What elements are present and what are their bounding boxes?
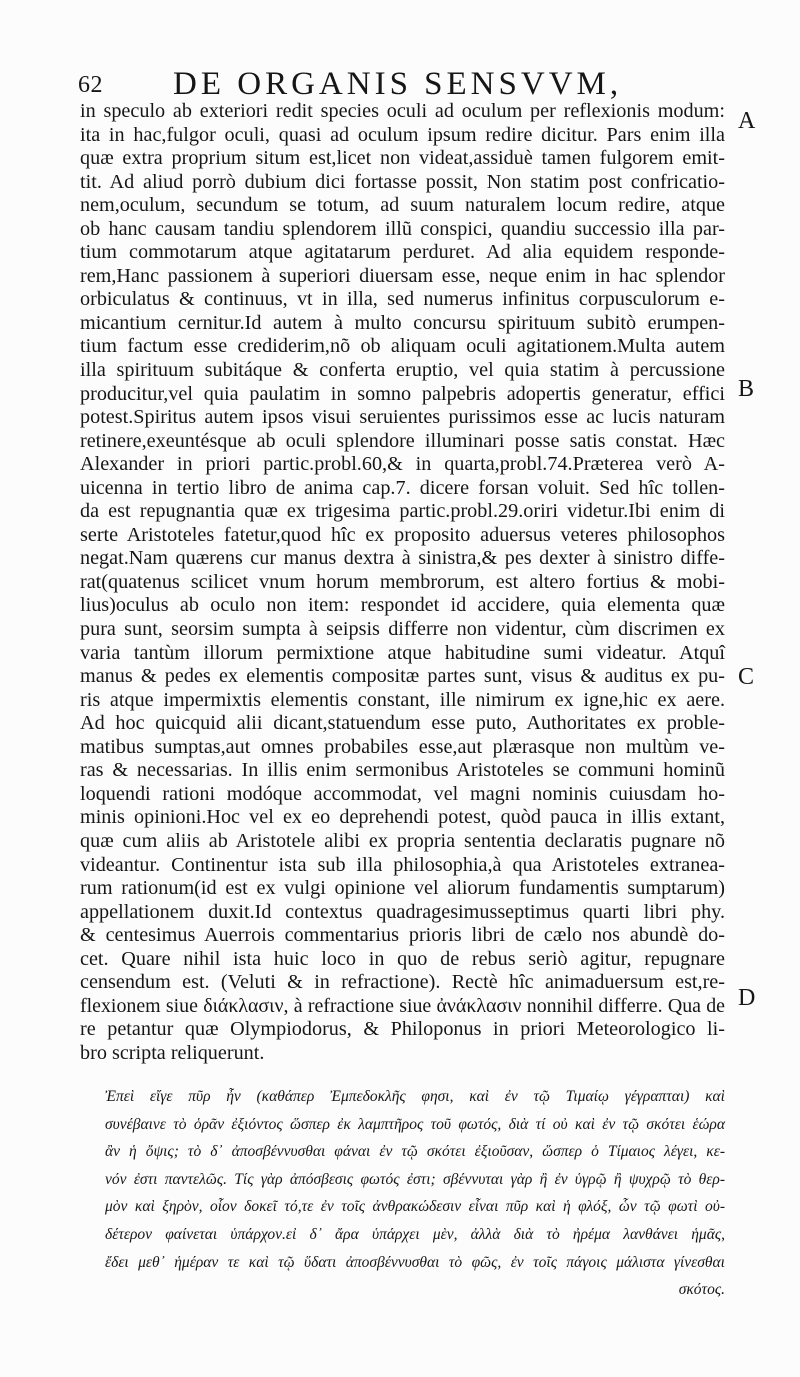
text-line: tium factum esse crediderim,nõ ob aliquam oculi agitationem.Multa autem	[80, 335, 725, 358]
greek-line: Ἐπεὶ εἴγε πῦρ ἦν (καθάπερ Ἐμπεδοκλῆς φησι, καὶ ἐν τῷ Τιμαίῳ γέγραπται) καὶ	[105, 1088, 725, 1105]
text-line: re petantur quæ Olympiodorus, & Philoponus in priori Meteorologico li-	[80, 1018, 725, 1041]
margin-letter-d: D	[738, 985, 756, 1011]
text-line: nem,oculum, secundum se totum, ad suum naturalem locum redire, atque	[80, 194, 725, 217]
running-title: DE ORGANIS SENSVVM,	[173, 66, 623, 102]
text-line: pura sunt, seorsim sumpta à seipsis differre non videntur, cùm discrimen ex	[80, 618, 725, 641]
text-line: matibus sumptas,aut omnes probabiles esse,aut plærasque non multùm ve-	[80, 735, 725, 758]
text-line: illa spirituum subitáque & conferta eruptio, vel quia statim à percussione	[80, 359, 725, 382]
text-line: negat.Nam quærens cur manus dextra à sinistra,& pes dexter à sinistro diffe-	[80, 547, 725, 570]
text-line: bro scripta reliquerunt.	[80, 1041, 265, 1064]
text-line: varia tantùm illorum permixtione atque habitudine sumi videatur. Atquî	[80, 641, 725, 664]
greek-line: ἔδει μεθ᾽ ἡμέραν τε καὶ τῷ ὕδατι ἀποσβέννυσθαι τὸ φῶς, ἐν τοῖς πάγοις μάλιστα γίνεσθαι	[105, 1253, 725, 1271]
text-line: lius)oculus ab oculo non item: respondet id accidere, quia elementa quæ	[80, 594, 725, 617]
text-line: tit. Ad aliud porrò dubium dici fortasse possit, Non statim post confricatio-	[80, 170, 725, 193]
text-line: Ad hoc quicquid alii dicant,statuendum esse puto, Authoritates ex proble-	[80, 712, 725, 735]
text-line: Alexander in priori partic.probl.60,& in quarta,probl.74.Præterea verò A-	[80, 453, 725, 476]
text-line: flexionem siue διάκλασιν, à refractione siue ἀνάκλασιν nonnihil differre. Qua de	[80, 994, 725, 1017]
latin-text-body	[80, 100, 725, 1065]
text-line: potest.Spiritus autem ipsos visui seruientes purissimos esse ac lucis naturam	[80, 406, 725, 429]
text-line: minis opinioni.Hoc vel ex eo deprehendi potest, quòd pauca in illis extant,	[80, 806, 725, 829]
greek-line: ἂν ἡ ὄψις; τὸ δ᾽ ἀποσβέννυσθαι φάναι ἐν τῷ σκότει ἐξιοῦσαν, ὥσπερ ὁ Τίμαιος λέγει, κε-	[105, 1143, 725, 1161]
greek-line: δέτερον φαίνεται ὑπάρχον.εἰ δ᾽ ἄρα ὑπάρχει μὲν, ἀλλὰ διὰ τὸ ἠρέμα λανθάνει ἡμᾶς,	[105, 1225, 725, 1243]
text-line: ris atque impermixtis elementis constant, ille nimirum ex igne,hic ex aere.	[80, 688, 725, 711]
greek-quotation	[105, 1083, 725, 1304]
text-line: rum rationum(id est ex vulgi opinione vel aliorum fundamentis sumptarum)	[80, 877, 725, 900]
greek-line: σκότος.	[678, 1281, 725, 1299]
text-line: retinere,exeuntésque ab oculi splendore illuminari posse satis constat. Hæc	[80, 429, 725, 452]
margin-letter-c: C	[738, 664, 755, 690]
text-line: micantium cernitur.Id autem à multo concursu spirituum subitò erumpen-	[80, 311, 725, 334]
text-line: censendum est. (Veluti & in refractione). Rectè hîc animaduersum est,re-	[80, 971, 725, 994]
text-line: loquendi rationi modóque accommodat, vel magni nominis cuiusdam ho-	[80, 782, 725, 805]
text-line: ob hanc causam tandiu splendorem illũ conspici, quandiu successio illa par-	[80, 217, 725, 240]
page-header	[78, 66, 728, 100]
text-line: manus & pedes ex elementis compositæ partes sunt, visus & auditus ex pu-	[80, 665, 725, 688]
text-line: videantur. Continentur ista sub illa philosophia,à qua Aristoteles extranea-	[80, 853, 725, 876]
text-line: ras & necessarias. In illis enim sermonibus Aristoteles se communi hominũ	[80, 759, 725, 782]
text-line: tium commotarum atque agitatarum perduret. Ad alia equidem responde-	[80, 241, 725, 264]
margin-letter-a: A	[738, 108, 756, 134]
text-line: serte Aristoteles fatetur,quod hîc ex proposito aduersus veteres philosophos	[80, 523, 725, 546]
text-line: appellationem duxit.Id contextus quadragesimusseptimus quarti libri phy.	[80, 900, 725, 923]
text-line: quæ extra proprium situm est,licet non videat,assiduè tamen fulgorem emit-	[80, 147, 725, 170]
text-line: in speculo ab exteriori redit species oculi ad oculum per reflexionis modum:	[80, 100, 725, 122]
greek-line: συνέβαινε τὸ ὁρᾶν ἐξιόντος ὥσπερ ἐκ λαμπτῆρος τοῦ φωτός, διὰ τί οὐ καὶ ἐν τῷ σκότει ἑώρα	[105, 1115, 725, 1133]
text-line: & centesimus Auerrois commentarius prioris libri de cælo nos abundè do-	[80, 924, 725, 947]
text-line: uicenna in tertio libro de anima cap.7. dicere forsan voluit. Sed hîc tollen-	[80, 476, 725, 499]
text-line: ita in hac,fulgor oculi, quasi ad oculum ipsum redire dicitur. Pars enim illa	[80, 123, 725, 146]
text-line: quæ cum aliis ab Aristotele alibi ex propria sententia declaratis pugnare nõ	[80, 829, 725, 852]
text-line: rem,Hanc passionem à superiori diuersam esse, neque enim in hac splendor	[80, 264, 725, 287]
text-line: orbiculatus & continuus, vt in illa, sed numerus infinitus corpusculorum e-	[80, 288, 725, 311]
greek-line: νόν ἐστι παντελῶς. Τίς γὰρ ἀπόσβεσις φωτός ἐστι; σβέννυται γὰρ ἢ ἐν ὑγρῷ ἢ ψυχρῷ τὸ θερ-	[105, 1170, 725, 1188]
text-line: da est repugnantia quæ ex trigesima partic.probl.29.oriri videtur.Ibi enim di	[80, 500, 725, 523]
margin-letter-b: B	[738, 376, 755, 402]
text-line: producitur,vel quia paulatim in somno palpebris adopertis generatur, effici	[80, 382, 725, 405]
text-line: cet. Quare nihil ista huic loco in quo de rebus seriò agitur, repugnare	[80, 947, 725, 970]
page-number: 62	[78, 72, 103, 98]
greek-line: μὸν καὶ ξηρὸν, οἷον δοκεῖ τό,τε ἐν τοῖς ἀνθρακώδεσιν εἶναι πῦρ καὶ ἡ φλόξ, ὧν τῷ φωτὶ οὐ-	[105, 1198, 725, 1216]
text-line: rat(quatenus scilicet vnum horum membrorum, est altero fortius & mobi-	[80, 570, 725, 593]
